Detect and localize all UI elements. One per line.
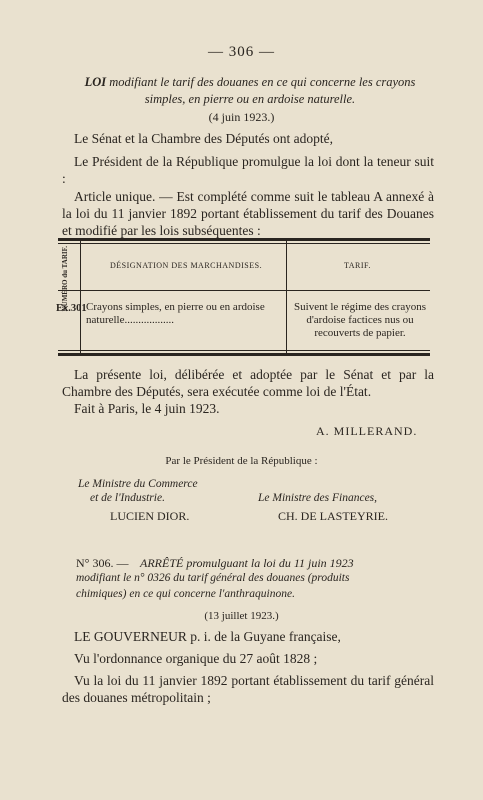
- table-top-rule-thin: [58, 243, 430, 244]
- paragraph-promulgation: Le Président de la République promulgue la loi dont la teneur suit :: [62, 154, 434, 186]
- paragraph-article: Article unique. — Est complété comme suit le tableau A annexé à la loi du 11 janvier 1892 portant établissement du tarif des Douanes et modifié par les lois subséquentes :: [62, 189, 434, 238]
- arrete-number: N° 306. —: [76, 556, 129, 570]
- right-minister-name: CH. DE LASTEYRIE.: [278, 509, 388, 523]
- by-president: Par le Président de la République :: [165, 455, 318, 467]
- row-designation: Crayons simples, en pierre ou en ardoise naturelle..................: [86, 301, 265, 326]
- law-title: [60, 74, 440, 108]
- arrete-line-3: chimiques) en ce qui concerne l'anthraquinone.: [76, 588, 295, 600]
- signature-president: A. MILLERAND.: [316, 424, 418, 438]
- left-minister-title-1: Le Ministre du Commerce: [78, 478, 198, 490]
- paragraph-governor: LE GOUVERNEUR p. i. de la Guyane française,: [74, 629, 341, 644]
- paragraph-vu-loi: Vu la loi du 11 janvier 1892 portant établissement du tarif général des douanes métropolitain ;: [62, 673, 434, 705]
- paragraph-adopted: Le Sénat et la Chambre des Députés ont adopté,: [74, 131, 334, 146]
- table-bottom-rule-thin: [58, 350, 430, 351]
- table-top-rule: [58, 238, 430, 241]
- header-tarif: TARIF.: [344, 261, 371, 270]
- paragraph-vu-ordonnance: Vu l'ordonnance organique du 27 août 1828 ;: [74, 651, 318, 666]
- page-number: — 306 —: [208, 44, 275, 60]
- paragraph-fait: Fait à Paris, le 4 juin 1923.: [74, 401, 220, 416]
- table-header-rule: [58, 290, 430, 291]
- left-minister-name: LUCIEN DIOR.: [110, 509, 190, 523]
- table-bottom-rule: [58, 353, 430, 356]
- arrete-line-2: modifiant le n° 0326 du tarif général des douanes (produits: [76, 572, 350, 584]
- paragraph-execution: La présente loi, délibérée et adoptée par le Sénat et par la Chambre des Députés, sera exécutée comme loi de l'État.: [62, 367, 434, 399]
- tariff-table: [58, 234, 430, 358]
- header-numero: NUMÉRO du TARIF.: [61, 246, 69, 312]
- left-minister-title-2: et de l'Industrie.: [90, 492, 165, 504]
- right-minister-title: Le Ministre des Finances,: [258, 492, 378, 504]
- row-tarif: Suivent le régime des crayons d'ardoise factices nus ou recouverts de papier.: [294, 301, 426, 339]
- title-line1: modifiant le tarif des douanes en ce qui concerne les crayons: [109, 75, 416, 89]
- table-divider-1: [80, 238, 81, 356]
- header-designation: DÉSIGNATION DES MARCHANDISES.: [110, 261, 263, 270]
- table-divider-2: [286, 238, 287, 356]
- row-number: Ex.301: [56, 303, 87, 314]
- arrete-date: (13 juillet 1923.): [204, 610, 279, 622]
- law-date: (4 juin 1923.): [208, 110, 275, 124]
- title-lead: LOI: [84, 75, 107, 89]
- arrete-heading: ARRÊTÉ promulguant la loi du 11 juin 1923: [140, 556, 354, 570]
- title-line2: simples, en pierre ou en ardoise naturelle.: [144, 92, 356, 106]
